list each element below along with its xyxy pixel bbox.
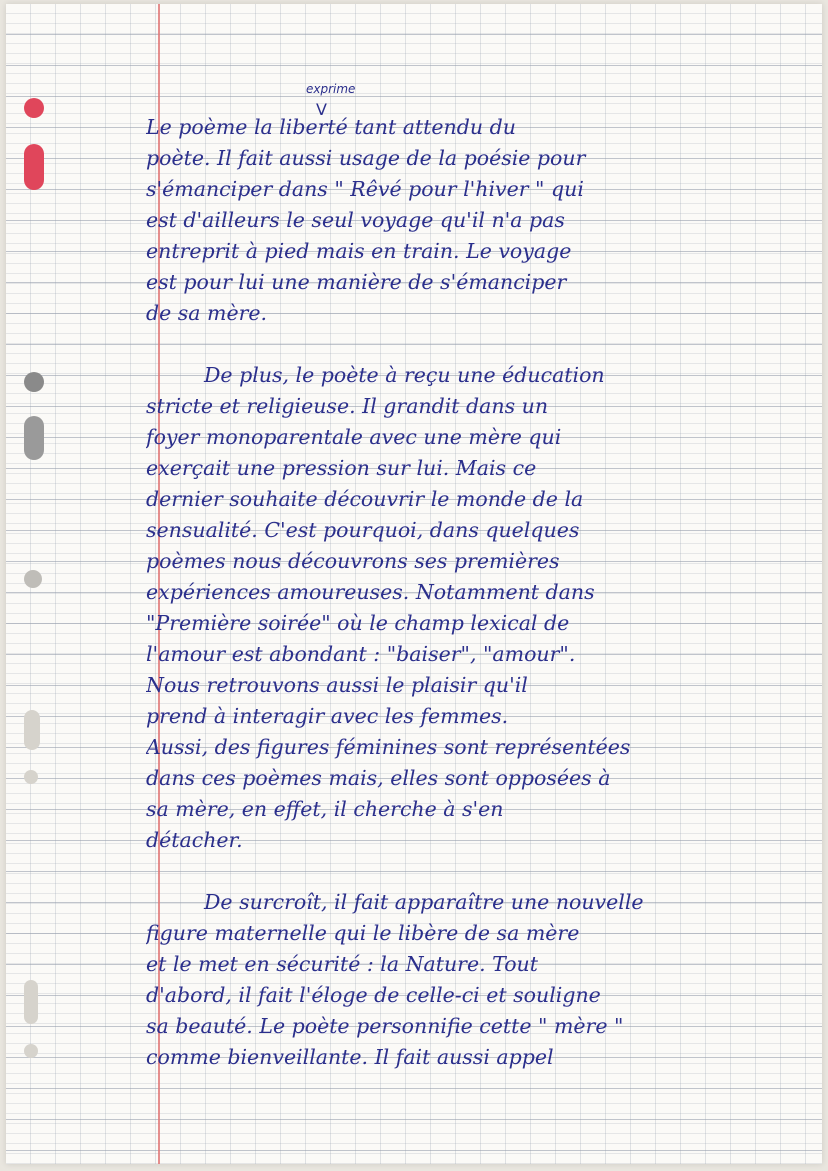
text-line: d'abord, il fait l'éloge de celle-ci et souligne (146, 983, 601, 1007)
binder-hole (24, 1044, 38, 1058)
binder-hole (24, 710, 40, 750)
text-line: et le met en sécurité : la Nature. Tout (146, 952, 538, 976)
handwritten-annotation: exprime (306, 82, 356, 96)
text-line: dernier souhaite découvrir le monde de la (146, 487, 584, 511)
text-line: l'amour est abondant : "baiser", "amour". (146, 642, 576, 666)
binder-hole (24, 570, 42, 588)
text-line: stricte et religieuse. Il grandit dans un (146, 394, 549, 418)
text-line: s'émanciper dans " Rêvé pour l'hiver " qui (146, 177, 584, 201)
paragraph-gap (146, 856, 816, 887)
paragraph (146, 887, 816, 1073)
insertion-caret: V (316, 100, 327, 119)
text-line: poèmes nous découvrons ses premières (146, 549, 560, 573)
paragraph (146, 112, 816, 329)
text-line: Nous retrouvons aussi le plaisir qu'il (146, 673, 528, 697)
text-line: sa beauté. Le poète personnifie cette " mère " (146, 1014, 624, 1038)
text-line: entreprit à pied mais en train. Le voyage (146, 239, 572, 263)
text-line: exerçait une pression sur lui. Mais ce (146, 456, 537, 480)
text-line: de sa mère. (146, 301, 268, 325)
binder-hole (24, 144, 44, 190)
text-line: est d'ailleurs le seul voyage qu'il n'a pas (146, 208, 565, 232)
handwritten-text (146, 112, 816, 1073)
binder-hole (24, 372, 44, 392)
binder-hole (24, 770, 38, 784)
text-line: "Première soirée" où le champ lexical de (146, 611, 570, 635)
text-line: prend à interagir avec les femmes. (146, 704, 509, 728)
paragraph-gap (146, 329, 816, 360)
binder-hole (24, 416, 44, 460)
paragraph (146, 360, 816, 856)
text-line: figure maternelle qui le libère de sa mère (146, 921, 580, 945)
text-line: Le poème la liberté tant attendu du (146, 115, 516, 139)
text-line: sensualité. C'est pourquoi, dans quelques (146, 518, 580, 542)
text-line: sa mère, en effet, il cherche à s'en (146, 797, 504, 821)
text-line: De surcroît, il fait apparaître une nouvelle (204, 890, 644, 914)
text-line: foyer monoparentale avec une mère qui (146, 425, 562, 449)
text-line: comme bienveillante. Il fait aussi appel (146, 1045, 554, 1069)
text-line: poète. Il fait aussi usage de la poésie pour (146, 146, 586, 170)
binder-hole (24, 98, 44, 118)
text-line: dans ces poèmes mais, elles sont opposées à (146, 766, 611, 790)
text-line: est pour lui une manière de s'émanciper (146, 270, 567, 294)
binder-hole (24, 980, 38, 1024)
text-line: De plus, le poète à reçu une éducation (204, 363, 605, 387)
text-line: détacher. (146, 828, 243, 852)
text-line: Aussi, des figures féminines sont représentées (146, 735, 631, 759)
notebook-page (6, 4, 822, 1164)
text-line: expériences amoureuses. Notamment dans (146, 580, 595, 604)
